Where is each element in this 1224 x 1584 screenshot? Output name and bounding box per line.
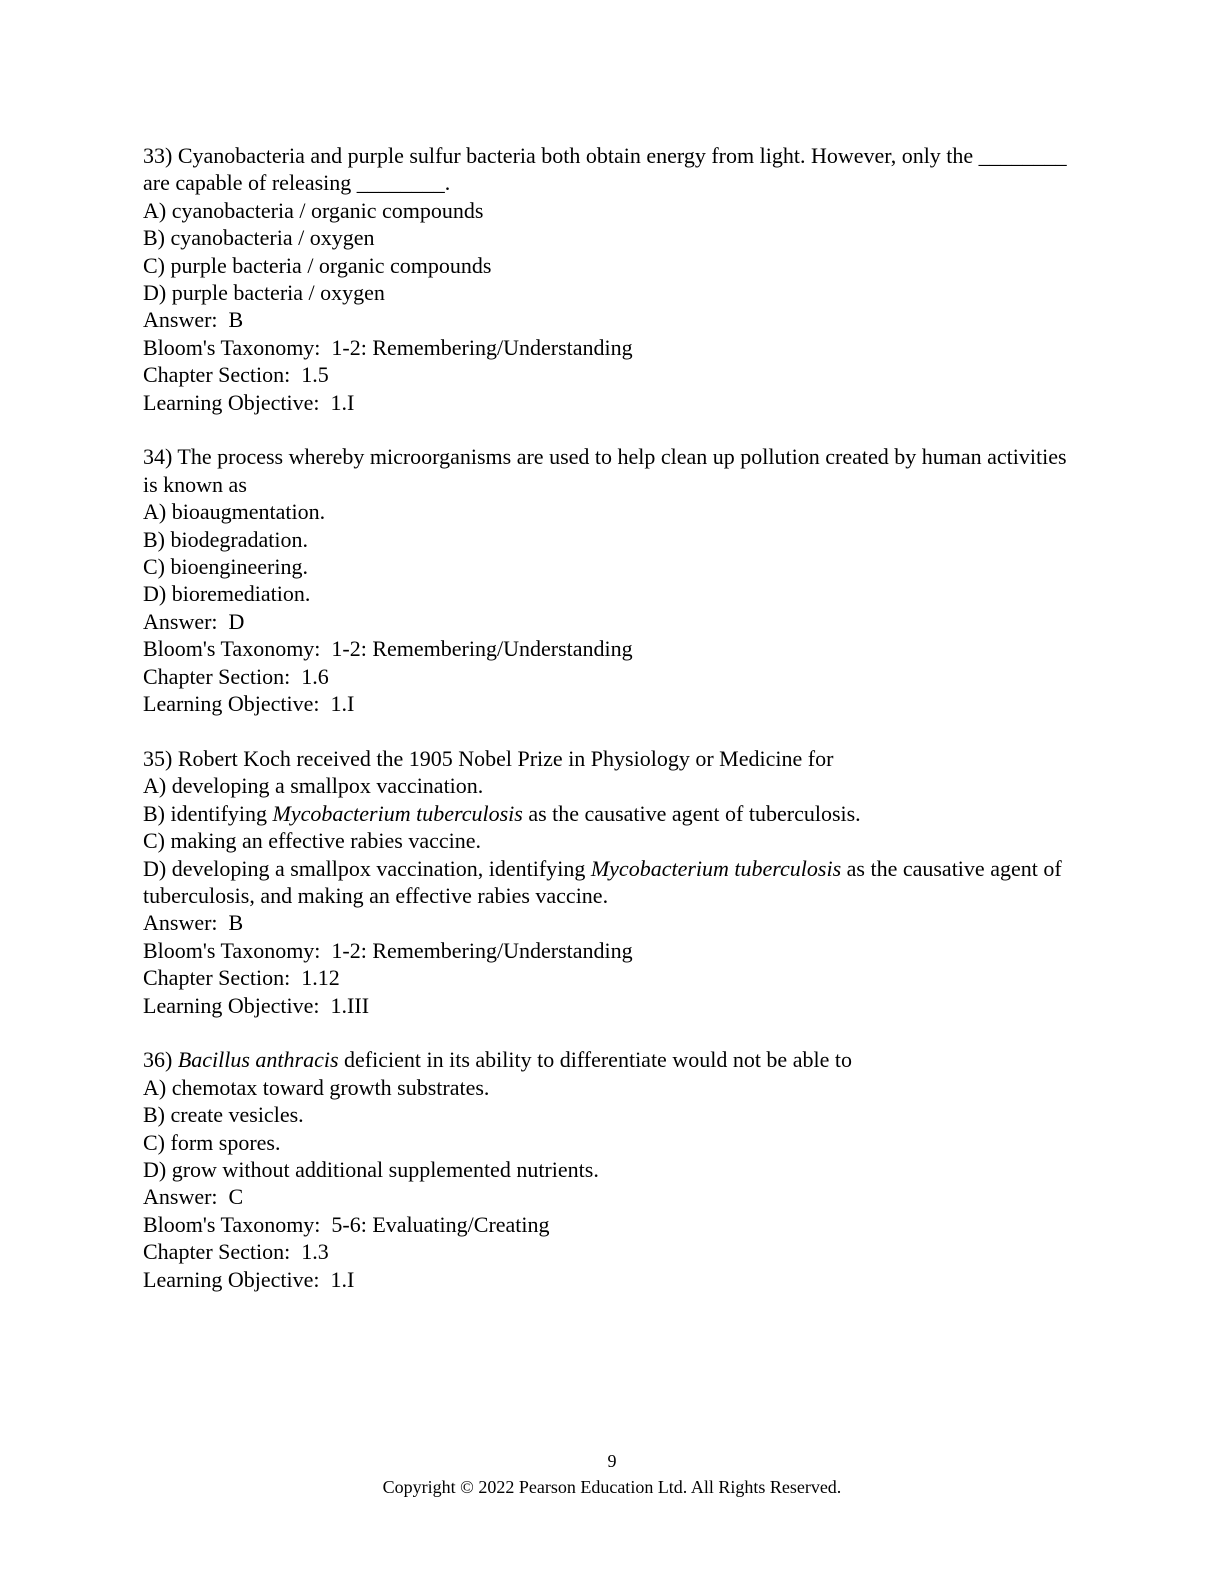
chapter-section: Chapter Section: 1.12: [143, 965, 340, 991]
answer-option: [143, 1156, 1073, 1183]
text-run: 35) Robert Koch received the 1905 Nobel Prize in Physiology or Medicine for: [143, 745, 834, 771]
answer-option: [143, 498, 1073, 525]
question-block: [143, 1046, 1073, 1293]
answer-option: [143, 197, 1073, 224]
text-run: D) bioremediation.: [143, 581, 311, 607]
answer-option: [143, 279, 1073, 306]
answer-line: Answer: D: [143, 608, 245, 634]
text-run: C) form spores.: [143, 1129, 281, 1155]
question-prompt: [143, 745, 1073, 772]
answer-option: [143, 1101, 1073, 1128]
answer-line: Answer: B: [143, 910, 244, 936]
answer-option: [143, 252, 1073, 279]
text-run: C) purple bacteria / organic compounds: [143, 252, 492, 278]
text-run: B) cyanobacteria / oxygen: [143, 225, 375, 251]
answer-option: [143, 553, 1073, 580]
text-run: as the causative agent of tuberculosis, and making an effective rabies vaccine.: [143, 855, 1068, 908]
answer-option: [143, 526, 1073, 553]
blooms-taxonomy: Bloom's Taxonomy: 1-2: Remembering/Understanding: [143, 636, 633, 662]
learning-objective: Learning Objective: 1.I: [143, 1266, 355, 1292]
learning-objective: Learning Objective: 1.I: [143, 389, 355, 415]
answer-option: [143, 800, 1073, 827]
text-run: as the causative agent of tuberculosis.: [522, 800, 861, 826]
text-run: B) identifying: [143, 800, 273, 826]
answer-option: [143, 772, 1073, 799]
text-run: 36): [143, 1047, 178, 1073]
text-run: 33) Cyanobacteria and purple sulfur bacteria both obtain energy from light. However, only the ________ are capable of releasing ________.: [143, 143, 1073, 196]
question-list: [143, 142, 1073, 1320]
italic-term: Mycobacterium tuberculosis: [272, 800, 523, 826]
answer-option: [143, 580, 1073, 607]
italic-term: Bacillus anthracis: [177, 1047, 339, 1073]
text-run: A) cyanobacteria / organic compounds: [143, 197, 484, 223]
text-run: A) bioaugmentation.: [143, 499, 326, 525]
blooms-taxonomy: Bloom's Taxonomy: 1-2: Remembering/Understanding: [143, 334, 633, 360]
answer-option: [143, 1129, 1073, 1156]
text-run: B) biodegradation.: [143, 526, 308, 552]
learning-objective: Learning Objective: 1.I: [143, 691, 355, 717]
blooms-taxonomy: Bloom's Taxonomy: 5-6: Evaluating/Creating: [143, 1211, 550, 1237]
answer-option: [143, 827, 1073, 854]
text-run: 34) The process whereby microorganisms are used to help clean up pollution created by human activities is known as: [143, 444, 1073, 497]
answer-option: [143, 1074, 1073, 1101]
text-run: D) grow without additional supplemented nutrients.: [143, 1156, 599, 1182]
answer-option: [143, 855, 1073, 910]
question-prompt: [143, 443, 1073, 498]
text-run: deficient in its ability to differentiate would not be able to: [338, 1047, 852, 1073]
answer-line: Answer: C: [143, 1184, 244, 1210]
text-run: C) making an effective rabies vaccine.: [143, 828, 481, 854]
question-block: [143, 745, 1073, 1019]
question-prompt: [143, 142, 1073, 197]
chapter-section: Chapter Section: 1.5: [143, 362, 329, 388]
chapter-section: Chapter Section: 1.3: [143, 1239, 329, 1265]
blooms-taxonomy: Bloom's Taxonomy: 1-2: Remembering/Understanding: [143, 937, 633, 963]
text-run: C) bioengineering.: [143, 554, 308, 580]
text-run: D) purple bacteria / oxygen: [143, 280, 385, 306]
answer-option: [143, 224, 1073, 251]
text-run: B) create vesicles.: [143, 1102, 304, 1128]
italic-term: Mycobacterium tuberculosis: [590, 855, 842, 881]
text-run: A) chemotax toward growth substrates.: [143, 1074, 490, 1100]
answer-line: Answer: B: [143, 307, 244, 333]
question-block: [143, 142, 1073, 416]
copyright-notice: Copyright © 2022 Pearson Education Ltd. All Rights Reserved.: [382, 1477, 842, 1497]
learning-objective: Learning Objective: 1.III: [143, 992, 370, 1018]
page-number: 9: [607, 1451, 617, 1471]
text-run: A) developing a smallpox vaccination.: [143, 773, 484, 799]
text-run: D) developing a smallpox vaccination, identifying: [143, 855, 591, 881]
question-block: [143, 443, 1073, 717]
chapter-section: Chapter Section: 1.6: [143, 663, 329, 689]
question-prompt: [143, 1046, 1073, 1073]
